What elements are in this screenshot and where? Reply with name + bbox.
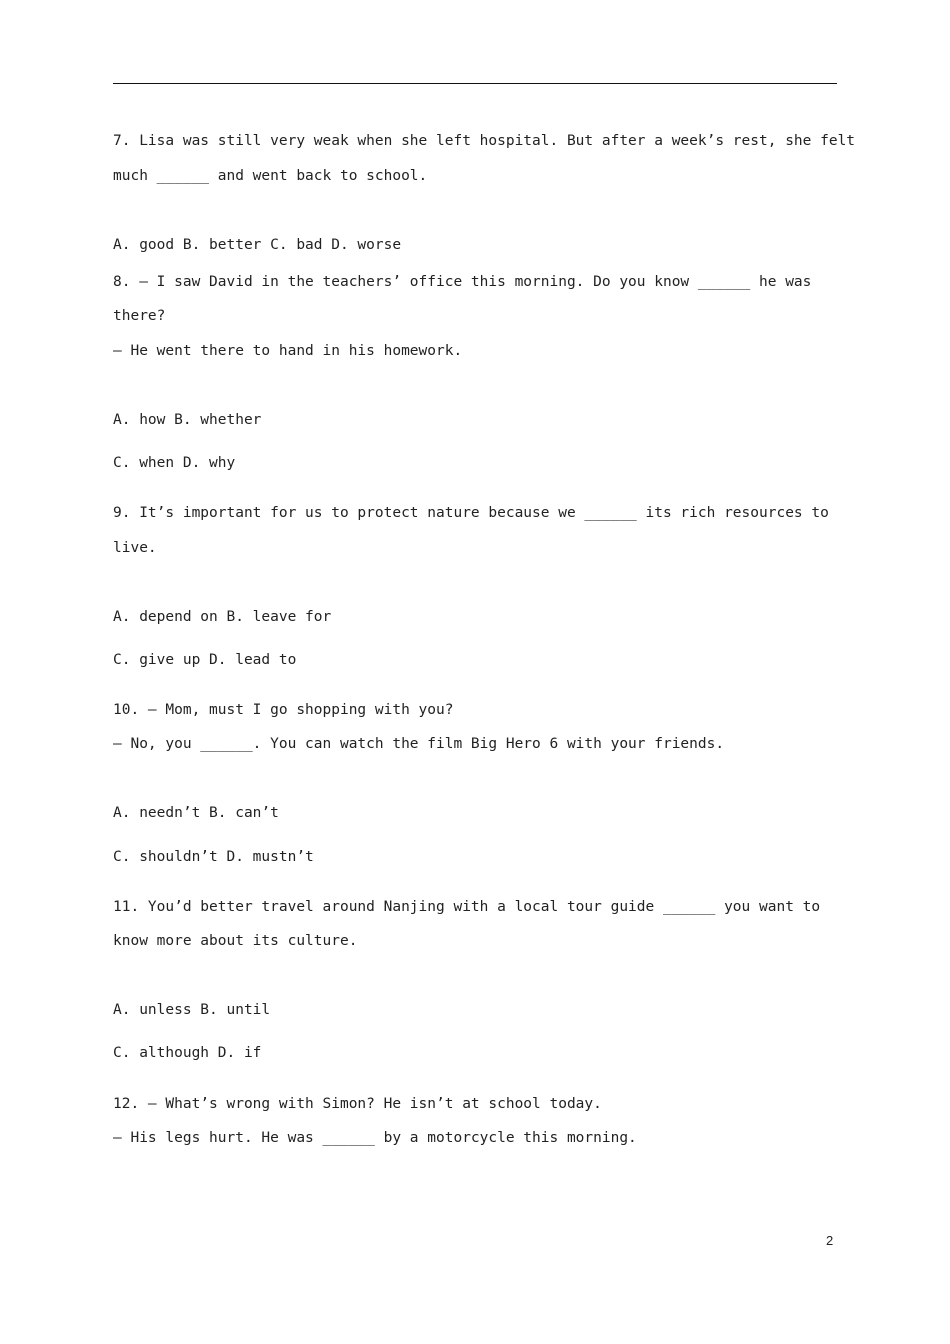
- page-number: 2: [826, 1233, 834, 1248]
- question-8-options-cd: C. when D. why: [113, 455, 236, 471]
- question-11-options-ab: A. unless B. until: [113, 1002, 271, 1018]
- question-10-stem: 10. — Mom, must I go shopping with you?: [113, 702, 454, 718]
- question-9-options-ab: A. depend on B. leave for: [113, 609, 332, 625]
- question-11-stem-line-2: know more about its culture.: [113, 933, 358, 949]
- question-10-options-ab: A. needn’t B. can’t: [113, 805, 279, 821]
- question-7-stem-line-2: much ______ and went back to school.: [113, 168, 428, 184]
- question-8-options-ab: A. how B. whether: [113, 412, 262, 428]
- question-8-stem-line-1: 8. — I saw David in the teachers’ office this morning. Do you know ______ he was: [113, 274, 812, 290]
- header-rule: [113, 83, 837, 84]
- question-9-stem-line-1: 9. It’s important for us to protect nature because we ______ its rich resources to: [113, 505, 829, 521]
- question-7-stem-line-1: 7. Lisa was still very weak when she left hospital. But after a week’s rest, she felt: [113, 133, 856, 149]
- question-8-reply: — He went there to hand in his homework.: [113, 343, 463, 359]
- question-12-reply: — His legs hurt. He was ______ by a motorcycle this morning.: [113, 1130, 637, 1146]
- question-7-options: A. good B. better C. bad D. worse: [113, 237, 402, 253]
- question-9-options-cd: C. give up D. lead to: [113, 652, 297, 668]
- question-10-options-cd: C. shouldn’t D. mustn’t: [113, 849, 314, 865]
- question-10-reply: — No, you ______. You can watch the film Big Hero 6 with your friends.: [113, 736, 725, 752]
- question-11-stem-line-1: 11. You’d better travel around Nanjing with a local tour guide ______ you want to: [113, 899, 821, 915]
- question-12-stem: 12. — What’s wrong with Simon? He isn’t at school today.: [113, 1096, 602, 1112]
- question-8-stem-line-2: there?: [113, 308, 166, 324]
- question-11-options-cd: C. although D. if: [113, 1045, 262, 1061]
- question-9-stem-line-2: live.: [113, 540, 157, 556]
